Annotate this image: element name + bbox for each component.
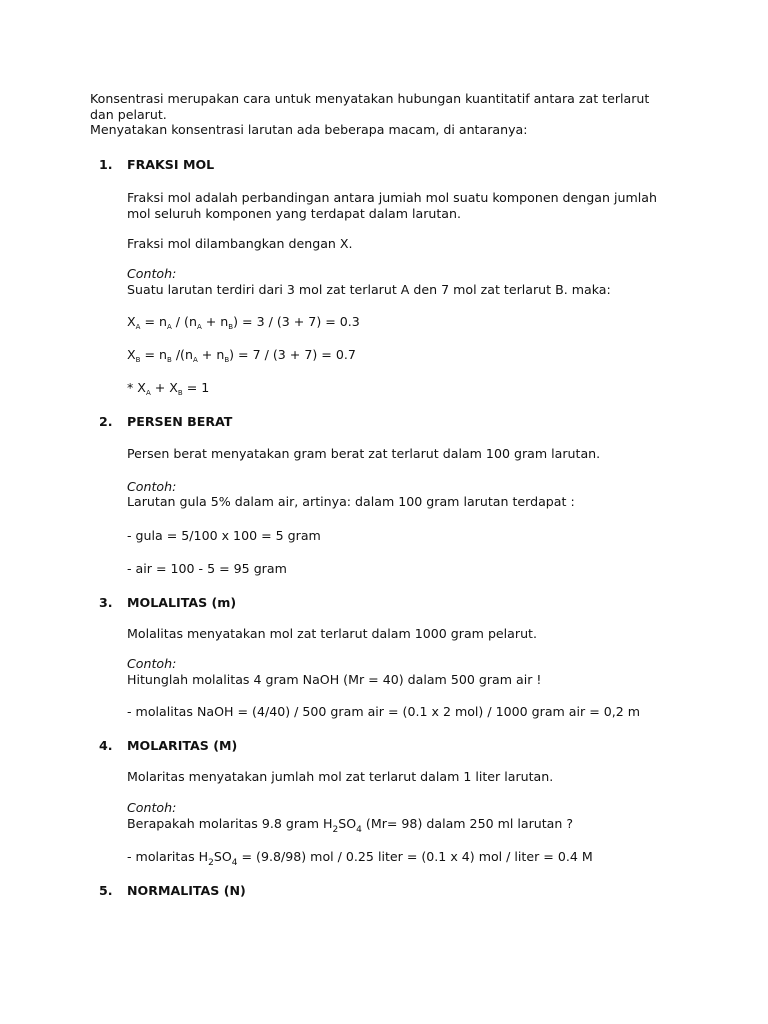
section-2-example-label: Contoh: — [127, 479, 177, 494]
section-2-definition: Persen berat menyatakan gram berat zat terlarut dalam 100 gram larutan. — [127, 446, 601, 461]
section-5-number: 5. — [99, 883, 113, 898]
section-1-example-label: Contoh: — [127, 266, 177, 281]
section-3-example-label: Contoh: — [127, 656, 177, 671]
section-1-formula-sum: * $X_A + X_B = 1$ — [127, 380, 210, 397]
section-1-definition-line-1: Fraksi mol adalah perbandingan antara jumiah mol suatu komponen dengan jumlah — [127, 190, 657, 205]
section-4-example-text: Berapakah molaritas 9.8 gram $H_2SO_4$ (Mr= 98) dalam 250 ml larutan ? — [127, 816, 574, 835]
section-2-title: PERSEN BERAT — [127, 414, 233, 429]
section-4-title: MOLARITAS (M) — [127, 738, 238, 753]
intro-line-1: Konsentrasi merupakan cara untuk menyatakan hubungan kuantitatif antara zat terlarut — [90, 91, 650, 106]
intro-line-2: dan pelarut. — [90, 107, 167, 122]
section-4-calc: - molaritas $H_2SO_4 = (9.8/98)$ mol / 0.25 liter = (0.1 x 4) mol / liter = 0.4 M — [127, 849, 593, 868]
section-3-number: 3. — [99, 595, 113, 610]
section-1-example-text: Suatu larutan terdiri dari 3 mol zat terlarut A den 7 mol zat terlarut B. maka: — [127, 282, 611, 297]
section-4-definition: Molaritas menyatakan jumlah mol zat terlarut dalam 1 liter larutan. — [127, 769, 554, 784]
section-3-definition: Molalitas menyatakan mol zat terlarut dalam 1000 gram pelarut. — [127, 626, 537, 641]
section-5-title: NORMALITAS (N) — [127, 883, 246, 898]
section-3-title: MOLALITAS (m) — [127, 595, 237, 610]
section-1-definition-line-2: mol seluruh komponen yang terdapat dalam larutan. — [127, 206, 462, 221]
intro-line-3: Menyatakan konsentrasi larutan ada beberapa macam, di antaranya: — [90, 122, 528, 137]
section-1-symbol-text: Fraksi mol dilambangkan dengan X. — [127, 236, 353, 251]
section-2-number: 2. — [99, 414, 113, 429]
section-1-title: FRAKSI MOL — [127, 157, 215, 172]
section-2-calc-air: - air = 100 - 5 = 95 gram — [127, 561, 287, 576]
section-4-example-label: Contoh: — [127, 800, 177, 815]
section-1-formula-xb: $X_B = n_B$ $/(n_A + n_B) = 7 / (3 + 7) = 0.7$ — [127, 347, 356, 364]
section-2-calc-gula: - gula = 5/100 x 100 = 5 gram — [127, 528, 321, 543]
section-1-number: 1. — [99, 157, 113, 172]
section-3-example-text: Hitunglah molalitas 4 gram NaOH (Mr = 40) dalam 500 gram air ! — [127, 672, 542, 687]
section-2-example-text: Larutan gula 5% dalam air, artinya: dalam 100 gram larutan terdapat : — [127, 494, 575, 509]
section-4-number: 4. — [99, 738, 113, 753]
section-1-formula-xa: $X_A = n_A / (n_A + n_B) = 3 / (3 + 7) = 0.3$ — [127, 314, 360, 331]
section-3-calc: - molalitas NaOH = (4/40) / 500 gram air = (0.1 x 2 mol) / 1000 gram air = 0,2 m — [127, 704, 641, 719]
